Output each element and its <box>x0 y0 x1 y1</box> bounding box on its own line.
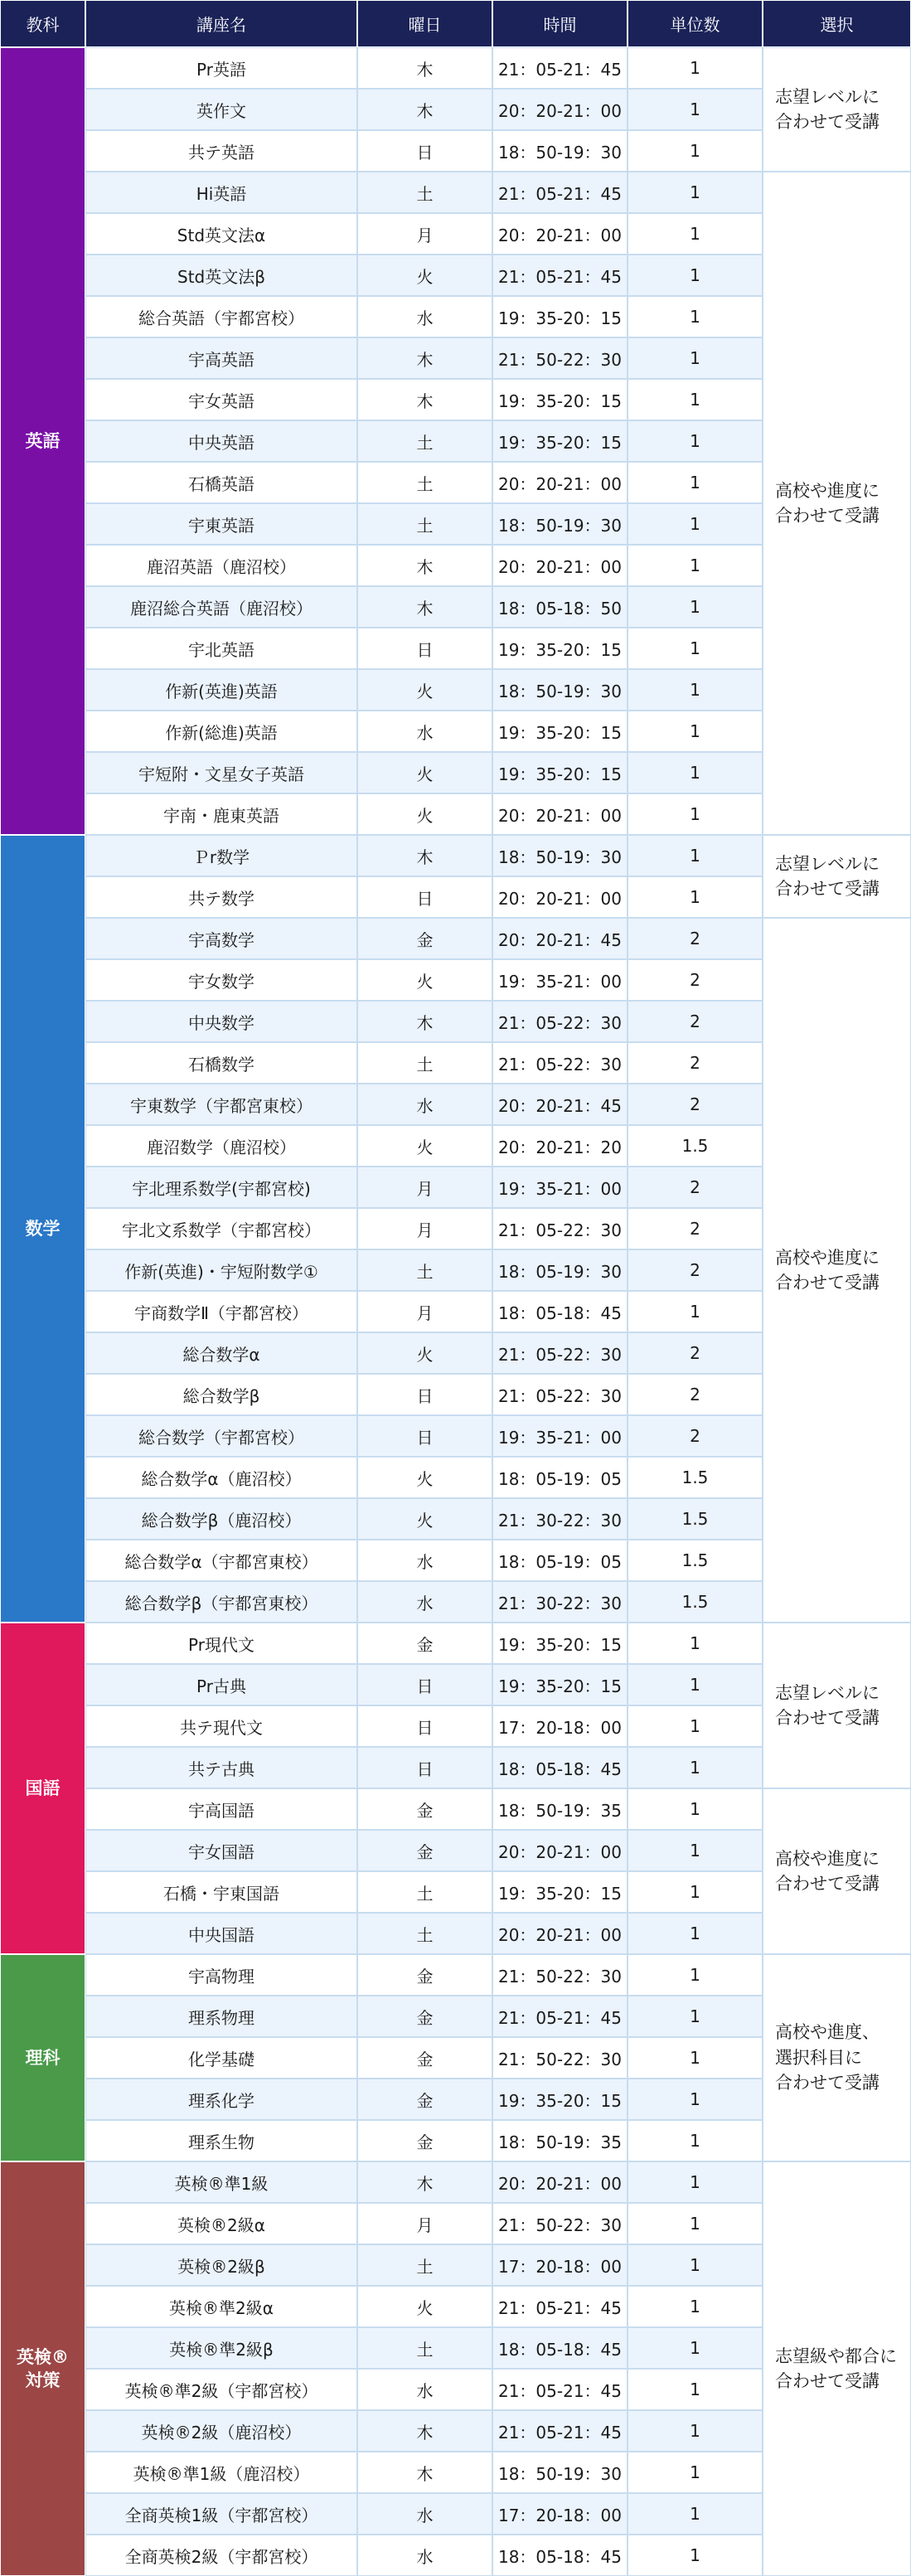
time-cell: 21：50-22：30 <box>492 1954 628 1996</box>
course-name-cell: 宇女数学 <box>85 959 357 1001</box>
day-cell: 木 <box>357 379 492 420</box>
course-name-cell: 鹿沼数学（鹿沼校） <box>85 1125 357 1167</box>
credits-cell: 1.5 <box>628 1581 763 1623</box>
day-cell: 木 <box>357 2452 492 2493</box>
credits-cell: 1 <box>628 1747 763 1788</box>
course-name-cell: 共テ英語 <box>85 130 357 172</box>
credits-cell: 1 <box>628 711 763 752</box>
credits-cell: 1 <box>628 296 763 337</box>
credits-cell: 1 <box>628 172 763 213</box>
course-name-cell: 共テ数学 <box>85 876 357 918</box>
day-cell: 火 <box>357 1125 492 1167</box>
course-name-cell: 宇高物理 <box>85 1954 357 1996</box>
time-cell: 21：05-21：45 <box>492 1996 628 2037</box>
credits-cell: 1.5 <box>628 1540 763 1581</box>
selection-cell <box>763 835 911 918</box>
credits-cell: 1 <box>628 255 763 296</box>
day-cell: 土 <box>357 420 492 462</box>
selection-cell <box>763 2161 911 2576</box>
selection-note: 高校や進度に 合わせて受講 <box>775 1848 880 1894</box>
credits-cell: 2 <box>628 918 763 959</box>
course-name-cell: 宇商数学Ⅱ（宇都宮校） <box>85 1291 357 1332</box>
credits-cell: 1 <box>628 379 763 420</box>
course-name-cell: 宇北理系数学(宇都宮校) <box>85 1167 357 1208</box>
selection-cell <box>763 1954 911 2161</box>
table-row <box>0 2161 911 2203</box>
time-cell: 21：05-22：30 <box>492 1001 628 1042</box>
time-cell: 18：05-18：45 <box>492 2535 628 2576</box>
course-name-cell: 英検®準1級（鹿沼校） <box>85 2452 357 2493</box>
course-name-cell: 総合数学β（宇都宮東校） <box>85 1581 357 1623</box>
day-cell: 土 <box>357 462 492 503</box>
day-cell: 木 <box>357 545 492 586</box>
course-name-cell: 総合数学α（鹿沼校） <box>85 1457 357 1498</box>
course-name-cell: 英検®準1級 <box>85 2161 357 2203</box>
time-cell: 20：20-21：00 <box>492 793 628 835</box>
credits-cell: 1 <box>628 89 763 130</box>
time-cell: 21：05-22：30 <box>492 1332 628 1374</box>
day-cell: 月 <box>357 2203 492 2244</box>
header-subject: 教科 <box>0 0 85 47</box>
time-cell: 21：05-22：30 <box>492 1042 628 1084</box>
credits-cell: 1 <box>628 1830 763 1871</box>
course-name-cell: 総合数学（宇都宮校） <box>85 1415 357 1457</box>
time-cell: 18：05-19：05 <box>492 1457 628 1498</box>
course-name-cell: 英検®準2級（宇都宮校） <box>85 2369 357 2410</box>
credits-cell: 2 <box>628 1084 763 1125</box>
day-cell: 火 <box>357 1332 492 1374</box>
credits-cell: 1 <box>628 2493 763 2535</box>
course-name-cell: Pr古典 <box>85 1664 357 1705</box>
day-cell: 水 <box>357 711 492 752</box>
credits-cell: 1 <box>628 2120 763 2161</box>
day-cell: 金 <box>357 1623 492 1664</box>
day-cell: 金 <box>357 918 492 959</box>
header-row <box>0 0 911 47</box>
credits-cell: 1 <box>628 752 763 793</box>
time-cell: 21：50-22：30 <box>492 337 628 379</box>
day-cell: 金 <box>357 2079 492 2120</box>
course-name-cell: 石橋数学 <box>85 1042 357 1084</box>
subject-label: 英検® 対策 <box>17 2346 69 2390</box>
time-cell: 19：35-20：15 <box>492 2079 628 2120</box>
credits-cell: 1 <box>628 213 763 255</box>
time-cell: 18：05-19：30 <box>492 1249 628 1291</box>
course-name-cell: 鹿沼英語（鹿沼校） <box>85 545 357 586</box>
course-name-cell: 総合数学β <box>85 1374 357 1415</box>
credits-cell: 1 <box>628 2203 763 2244</box>
credits-cell: 1 <box>628 1996 763 2037</box>
course-name-cell: 全商英検1級（宇都宮校） <box>85 2493 357 2535</box>
credits-cell: 2 <box>628 1001 763 1042</box>
credits-cell: 1 <box>628 47 763 89</box>
credits-cell: 2 <box>628 1208 763 1249</box>
credits-cell: 1.5 <box>628 1125 763 1167</box>
credits-cell: 1 <box>628 1705 763 1747</box>
time-cell: 17：20-18：00 <box>492 2493 628 2535</box>
credits-cell: 1.5 <box>628 1498 763 1540</box>
day-cell: 土 <box>357 1249 492 1291</box>
time-cell: 19：35-20：15 <box>492 1664 628 1705</box>
day-cell: 水 <box>357 296 492 337</box>
course-name-cell: 中央英語 <box>85 420 357 462</box>
credits-cell: 1 <box>628 1291 763 1332</box>
time-cell: 17：20-18：00 <box>492 2244 628 2286</box>
subject-label: 国語 <box>25 1778 61 1798</box>
time-cell: 19：35-20：15 <box>492 711 628 752</box>
table-row <box>0 918 911 959</box>
time-cell: 18：50-19：35 <box>492 2120 628 2161</box>
time-cell: 18：50-19：30 <box>492 2452 628 2493</box>
day-cell: 木 <box>357 2161 492 2203</box>
day-cell: 日 <box>357 876 492 918</box>
day-cell: 月 <box>357 1291 492 1332</box>
day-cell: 土 <box>357 503 492 545</box>
time-cell: 21：05-21：45 <box>492 2369 628 2410</box>
course-name-cell: 英検®2級（鹿沼校） <box>85 2410 357 2452</box>
header-day: 曜日 <box>357 0 492 47</box>
selection-note: 志望レベルに 合わせて受講 <box>775 86 880 132</box>
selection-note: 志望レベルに 合わせて受講 <box>775 853 880 899</box>
header-time: 時間 <box>492 0 628 47</box>
selection-note: 志望級や都合に 合わせて受講 <box>775 2346 897 2391</box>
credits-cell: 1 <box>628 1623 763 1664</box>
credits-cell: 1 <box>628 2327 763 2369</box>
day-cell: 水 <box>357 1084 492 1125</box>
day-cell: 火 <box>357 793 492 835</box>
day-cell: 日 <box>357 130 492 172</box>
credits-cell: 2 <box>628 1332 763 1374</box>
day-cell: 木 <box>357 1001 492 1042</box>
credits-cell: 1 <box>628 462 763 503</box>
time-cell: 19：35-20：15 <box>492 420 628 462</box>
selection-cell <box>763 1623 911 1788</box>
credits-cell: 1 <box>628 2037 763 2079</box>
course-name-cell: 理系生物 <box>85 2120 357 2161</box>
time-cell: 18：50-19：30 <box>492 835 628 876</box>
day-cell: 日 <box>357 1374 492 1415</box>
course-name-cell: 総合数学β（鹿沼校） <box>85 1498 357 1540</box>
course-name-cell: 鹿沼総合英語（鹿沼校） <box>85 586 357 628</box>
course-name-cell: 英検®準2級α <box>85 2286 357 2327</box>
subject-cell <box>0 1954 85 2161</box>
time-cell: 20：20-21：20 <box>492 1125 628 1167</box>
day-cell: 木 <box>357 586 492 628</box>
day-cell: 火 <box>357 959 492 1001</box>
course-name-cell: 英検®準2級β <box>85 2327 357 2369</box>
time-cell: 19：35-20：15 <box>492 379 628 420</box>
credits-cell: 1 <box>628 2369 763 2410</box>
credits-cell: 1 <box>628 1788 763 1830</box>
table-row <box>0 1954 911 1996</box>
day-cell: 土 <box>357 1913 492 1954</box>
time-cell: 20：20-21：00 <box>492 545 628 586</box>
time-cell: 19：35-20：15 <box>492 628 628 669</box>
course-name-cell: Pr現代文 <box>85 1623 357 1664</box>
credits-cell: 1 <box>628 420 763 462</box>
subject-cell <box>0 2161 85 2576</box>
credits-cell: 1 <box>628 1954 763 1996</box>
time-cell: 20：20-21：00 <box>492 876 628 918</box>
course-name-cell: Pr英語 <box>85 47 357 89</box>
credits-cell: 1 <box>628 337 763 379</box>
credits-cell: 1 <box>628 2161 763 2203</box>
course-name-cell: 宇北英語 <box>85 628 357 669</box>
time-cell: 18：50-19：30 <box>492 669 628 711</box>
selection-cell <box>763 47 911 172</box>
header-selection: 選択 <box>763 0 911 47</box>
time-cell: 21：30-22：30 <box>492 1498 628 1540</box>
header-course-name: 講座名 <box>85 0 357 47</box>
time-cell: 18：05-19：05 <box>492 1540 628 1581</box>
course-name-cell: 理系化学 <box>85 2079 357 2120</box>
credits-cell: 1 <box>628 2286 763 2327</box>
course-name-cell: Std英文法β <box>85 255 357 296</box>
credits-cell: 1 <box>628 793 763 835</box>
time-cell: 21：05-21：45 <box>492 172 628 213</box>
selection-note: 高校や進度に 合わせて受講 <box>775 1247 880 1293</box>
day-cell: 月 <box>357 213 492 255</box>
day-cell: 金 <box>357 1954 492 1996</box>
time-cell: 21：05-21：45 <box>492 255 628 296</box>
course-name-cell: 宇北文系数学（宇都宮校） <box>85 1208 357 1249</box>
credits-cell: 1 <box>628 876 763 918</box>
subject-label: 理科 <box>25 2047 61 2068</box>
credits-cell: 1 <box>628 2452 763 2493</box>
credits-cell: 1 <box>628 669 763 711</box>
credits-cell: 1 <box>628 835 763 876</box>
day-cell: 日 <box>357 1747 492 1788</box>
credits-cell: 1 <box>628 2410 763 2452</box>
course-name-cell: 石橋・宇東国語 <box>85 1871 357 1913</box>
credits-cell: 1.5 <box>628 1457 763 1498</box>
subject-label: 数学 <box>25 1218 61 1239</box>
course-name-cell: 宇高英語 <box>85 337 357 379</box>
day-cell: 火 <box>357 752 492 793</box>
subject-label: 英語 <box>25 430 61 451</box>
course-name-cell: 作新(総進)英語 <box>85 711 357 752</box>
table-body <box>0 47 911 2576</box>
time-cell: 20：20-21：00 <box>492 213 628 255</box>
day-cell: 火 <box>357 669 492 711</box>
course-name-cell: 総合数学α（宇都宮東校） <box>85 1540 357 1581</box>
time-cell: 20：20-21：00 <box>492 2161 628 2203</box>
course-name-cell: 宇女国語 <box>85 1830 357 1871</box>
day-cell: 金 <box>357 2037 492 2079</box>
credits-cell: 1 <box>628 2244 763 2286</box>
course-name-cell: 全商英検2級（宇都宮校） <box>85 2535 357 2576</box>
time-cell: 18：05-18：45 <box>492 1291 628 1332</box>
time-cell: 18：05-18：45 <box>492 1747 628 1788</box>
table-row <box>0 1788 911 1830</box>
course-name-cell: 化学基礎 <box>85 2037 357 2079</box>
course-name-cell: 石橋英語 <box>85 462 357 503</box>
day-cell: 火 <box>357 2286 492 2327</box>
time-cell: 19：35-21：00 <box>492 959 628 1001</box>
course-name-cell: Ｐr数学 <box>85 835 357 876</box>
course-name-cell: 宇女英語 <box>85 379 357 420</box>
table-row <box>0 47 911 89</box>
course-name-cell: 英検®2級α <box>85 2203 357 2244</box>
course-name-cell: 英作文 <box>85 89 357 130</box>
credits-cell: 1 <box>628 1664 763 1705</box>
time-cell: 19：35-20：15 <box>492 752 628 793</box>
day-cell: 日 <box>357 628 492 669</box>
day-cell: 土 <box>357 2327 492 2369</box>
day-cell: 水 <box>357 2369 492 2410</box>
selection-note: 高校や進度、 選択科目に 合わせて受講 <box>775 2022 880 2093</box>
credits-cell: 2 <box>628 1249 763 1291</box>
credits-cell: 1 <box>628 503 763 545</box>
course-name-cell: 英検®2級β <box>85 2244 357 2286</box>
time-cell: 21：50-22：30 <box>492 2203 628 2244</box>
header-credits: 単位数 <box>628 0 763 47</box>
day-cell: 月 <box>357 1208 492 1249</box>
course-name-cell: 中央国語 <box>85 1913 357 1954</box>
time-cell: 20：20-21：45 <box>492 1084 628 1125</box>
course-name-cell: Std英文法α <box>85 213 357 255</box>
time-cell: 20：20-21：00 <box>492 89 628 130</box>
course-name-cell: 総合数学α <box>85 1332 357 1374</box>
selection-cell <box>763 172 911 835</box>
credits-cell: 1 <box>628 130 763 172</box>
time-cell: 21：30-22：30 <box>492 1581 628 1623</box>
time-cell: 18：50-19：35 <box>492 1788 628 1830</box>
day-cell: 水 <box>357 2535 492 2576</box>
day-cell: 水 <box>357 1540 492 1581</box>
course-name-cell: 作新(英進)・宇短附数学① <box>85 1249 357 1291</box>
course-name-cell: 理系物理 <box>85 1996 357 2037</box>
time-cell: 21：50-22：30 <box>492 2037 628 2079</box>
time-cell: 21：05-22：30 <box>492 1374 628 1415</box>
time-cell: 21：05-21：45 <box>492 2410 628 2452</box>
time-cell: 18：50-19：30 <box>492 503 628 545</box>
credits-cell: 2 <box>628 1042 763 1084</box>
course-name-cell: 共テ古典 <box>85 1747 357 1788</box>
day-cell: 水 <box>357 1581 492 1623</box>
course-name-cell: 作新(英進)英語 <box>85 669 357 711</box>
time-cell: 18：05-18：45 <box>492 2327 628 2369</box>
time-cell: 21：05-21：45 <box>492 47 628 89</box>
time-cell: 19：35-20：15 <box>492 296 628 337</box>
credits-cell: 2 <box>628 1415 763 1457</box>
day-cell: 水 <box>357 2493 492 2535</box>
selection-note: 高校や進度に 合わせて受講 <box>775 480 880 526</box>
credits-cell: 1 <box>628 628 763 669</box>
selection-cell <box>763 918 911 1623</box>
time-cell: 20：20-21：00 <box>492 462 628 503</box>
day-cell: 日 <box>357 1664 492 1705</box>
subject-cell <box>0 1623 85 1954</box>
course-name-cell: 宇高数学 <box>85 918 357 959</box>
credits-cell: 2 <box>628 959 763 1001</box>
credits-cell: 1 <box>628 2079 763 2120</box>
day-cell: 火 <box>357 255 492 296</box>
day-cell: 木 <box>357 835 492 876</box>
time-cell: 18：05-18：50 <box>492 586 628 628</box>
credits-cell: 1 <box>628 586 763 628</box>
day-cell: 土 <box>357 1871 492 1913</box>
day-cell: 金 <box>357 1788 492 1830</box>
course-name-cell: 宇南・鹿東英語 <box>85 793 357 835</box>
day-cell: 日 <box>357 1415 492 1457</box>
course-name-cell: 宇東英語 <box>85 503 357 545</box>
time-cell: 19：35-21：00 <box>492 1415 628 1457</box>
time-cell: 18：50-19：30 <box>492 130 628 172</box>
day-cell: 火 <box>357 1457 492 1498</box>
day-cell: 火 <box>357 1498 492 1540</box>
course-name-cell: 宇東数学（宇都宮東校） <box>85 1084 357 1125</box>
credits-cell: 2 <box>628 1374 763 1415</box>
time-cell: 21：05-21：45 <box>492 2286 628 2327</box>
course-name-cell: 宇高国語 <box>85 1788 357 1830</box>
day-cell: 金 <box>357 1830 492 1871</box>
day-cell: 木 <box>357 2410 492 2452</box>
day-cell: 金 <box>357 1996 492 2037</box>
subject-cell <box>0 47 85 835</box>
time-cell: 17：20-18：00 <box>492 1705 628 1747</box>
table-row <box>0 172 911 213</box>
selection-cell <box>763 1788 911 1954</box>
time-cell: 19：35-20：15 <box>492 1623 628 1664</box>
day-cell: 土 <box>357 1042 492 1084</box>
day-cell: 金 <box>357 2120 492 2161</box>
subject-cell <box>0 835 85 1623</box>
table-row <box>0 1623 911 1664</box>
table-row <box>0 835 911 876</box>
course-name-cell: 宇短附・文星女子英語 <box>85 752 357 793</box>
credits-cell: 2 <box>628 1167 763 1208</box>
credits-cell: 1 <box>628 545 763 586</box>
credits-cell: 1 <box>628 1871 763 1913</box>
time-cell: 19：35-20：15 <box>492 1871 628 1913</box>
time-cell: 20：20-21：45 <box>492 918 628 959</box>
day-cell: 月 <box>357 1167 492 1208</box>
day-cell: 木 <box>357 89 492 130</box>
day-cell: 土 <box>357 2244 492 2286</box>
time-cell: 20：20-21：00 <box>492 1913 628 1954</box>
selection-note: 志望レベルに 合わせて受講 <box>775 1682 880 1728</box>
day-cell: 日 <box>357 1705 492 1747</box>
course-name-cell: 総合英語（宇都宮校） <box>85 296 357 337</box>
credits-cell: 1 <box>628 2535 763 2576</box>
day-cell: 木 <box>357 337 492 379</box>
course-name-cell: 共テ現代文 <box>85 1705 357 1747</box>
day-cell: 木 <box>357 47 492 89</box>
time-cell: 19：35-21：00 <box>492 1167 628 1208</box>
course-name-cell: 中央数学 <box>85 1001 357 1042</box>
course-name-cell: Hi英語 <box>85 172 357 213</box>
credits-cell: 1 <box>628 1913 763 1954</box>
time-cell: 21：05-22：30 <box>492 1208 628 1249</box>
day-cell: 土 <box>357 172 492 213</box>
time-cell: 20：20-21：00 <box>492 1830 628 1871</box>
